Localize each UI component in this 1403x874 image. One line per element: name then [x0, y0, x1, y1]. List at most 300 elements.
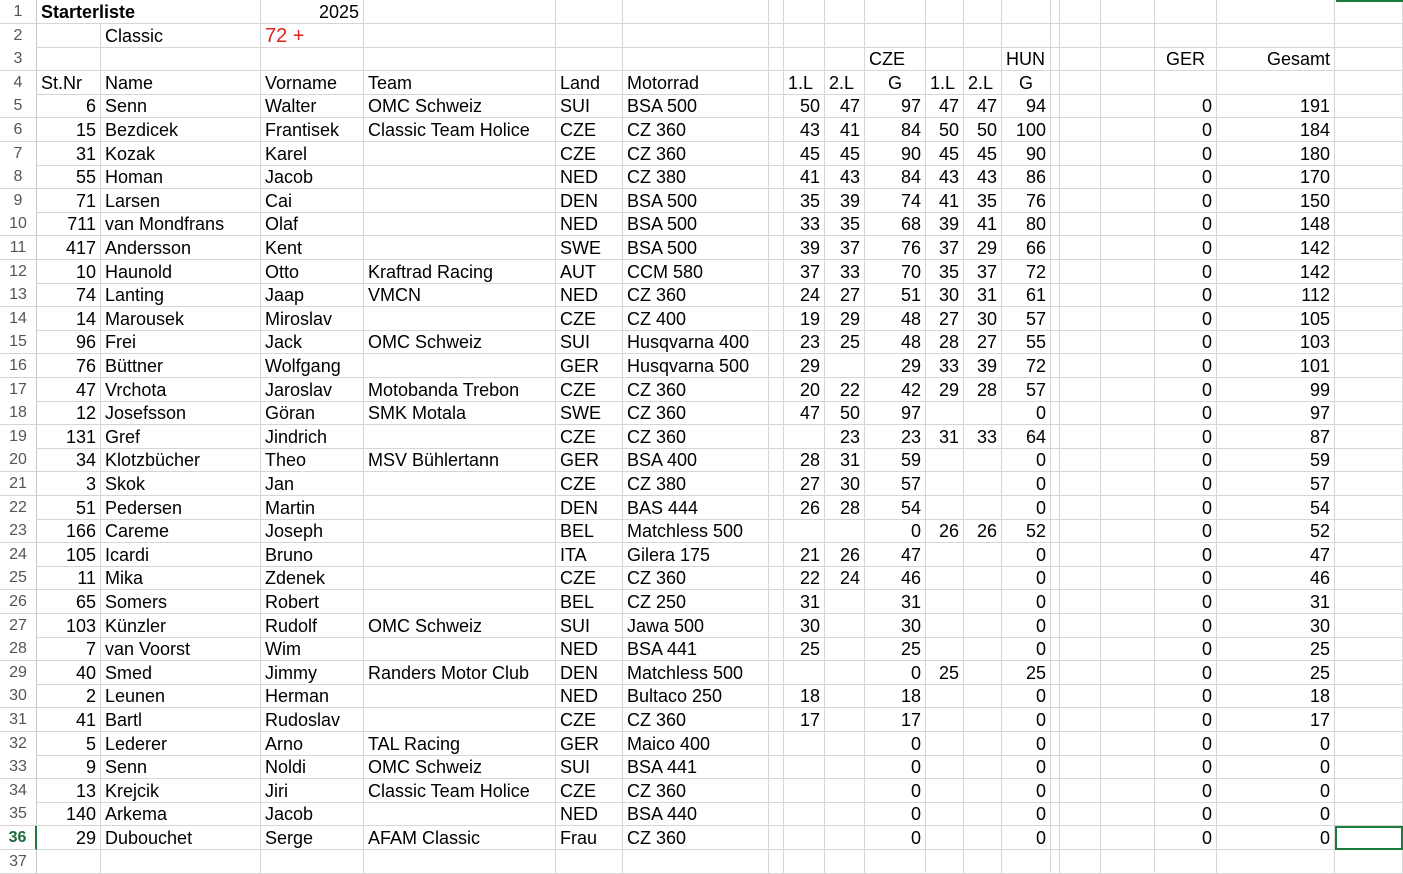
hun-2l-cell[interactable]	[964, 637, 1002, 661]
land-cell[interactable]: SWE	[556, 236, 623, 260]
cze-2l-cell[interactable]: 41	[825, 118, 865, 142]
empty-cell[interactable]	[1057, 496, 1101, 520]
hun-g-cell[interactable]: 100	[1002, 118, 1051, 142]
hun-2l-cell[interactable]	[964, 708, 1002, 732]
empty-cell[interactable]	[1057, 472, 1101, 496]
empty-cell[interactable]	[364, 24, 556, 48]
empty-cell[interactable]	[769, 850, 784, 874]
cze-g-cell[interactable]: 0	[865, 755, 926, 779]
cze-1l-cell[interactable]: 19	[784, 307, 825, 331]
gesamt-cell[interactable]: 54	[1217, 496, 1335, 520]
hun-1l-cell[interactable]	[926, 401, 964, 425]
cze-1l-cell[interactable]: 30	[784, 614, 825, 638]
cze-2l-cell[interactable]	[825, 802, 865, 826]
motorrad-cell[interactable]: Bultaco 250	[623, 684, 769, 708]
row-number[interactable]: 37	[0, 850, 37, 874]
hun-2l-cell[interactable]	[964, 590, 1002, 614]
start-number-cell[interactable]: 31	[37, 142, 101, 166]
ger-cell[interactable]: 0	[1155, 142, 1217, 166]
hun-2l-cell[interactable]	[964, 566, 1002, 590]
team-cell[interactable]: OMC Schweiz	[364, 330, 556, 354]
gesamt-cell[interactable]: 0	[1217, 779, 1335, 803]
motorrad-cell[interactable]: CZ 380	[623, 472, 769, 496]
hun-1l-cell[interactable]: 26	[926, 519, 964, 543]
motorrad-cell[interactable]: BSA 440	[623, 802, 769, 826]
row-number[interactable]: 35	[0, 802, 37, 826]
ger-cell[interactable]: 0	[1155, 212, 1217, 236]
start-number-cell[interactable]: 65	[37, 590, 101, 614]
cze-2l-cell[interactable]: 24	[825, 566, 865, 590]
cze-2l-cell[interactable]	[825, 661, 865, 685]
vorname-cell[interactable]: Frantisek	[261, 118, 364, 142]
row-number[interactable]: 31	[0, 708, 37, 732]
row-number[interactable]: 3	[0, 47, 37, 71]
team-cell[interactable]	[364, 708, 556, 732]
vorname-cell[interactable]: Noldi	[261, 755, 364, 779]
start-number-cell[interactable]: 47	[37, 378, 101, 402]
cze-2l-cell[interactable]	[825, 519, 865, 543]
hun-g-cell[interactable]: 0	[1002, 401, 1051, 425]
vorname-cell[interactable]: Jindrich	[261, 425, 364, 449]
hun-2l-cell[interactable]: 30	[964, 307, 1002, 331]
name-cell[interactable]: Büttner	[101, 354, 261, 378]
empty-cell[interactable]	[1057, 779, 1101, 803]
ger-cell[interactable]: 0	[1155, 330, 1217, 354]
empty-cell[interactable]	[1155, 850, 1217, 874]
row-number[interactable]: 1	[0, 0, 37, 24]
empty-cell[interactable]	[1101, 378, 1155, 402]
row-number[interactable]: 27	[0, 614, 37, 638]
land-cell[interactable]: SUI	[556, 755, 623, 779]
hun-g-cell[interactable]: 86	[1002, 165, 1051, 189]
empty-cell[interactable]	[1057, 850, 1101, 874]
vorname-cell[interactable]: Zdenek	[261, 566, 364, 590]
team-cell[interactable]	[364, 566, 556, 590]
empty-cell[interactable]	[1101, 802, 1155, 826]
hun-g-cell[interactable]: 0	[1002, 779, 1051, 803]
empty-cell[interactable]	[1057, 425, 1101, 449]
hun-2l-cell[interactable]	[964, 779, 1002, 803]
cze-2l-cell[interactable]: 30	[825, 472, 865, 496]
land-cell[interactable]: GER	[556, 354, 623, 378]
name-cell[interactable]: Somers	[101, 590, 261, 614]
land-cell[interactable]: GER	[556, 448, 623, 472]
gesamt-cell[interactable]: 46	[1217, 566, 1335, 590]
empty-cell[interactable]	[1002, 24, 1051, 48]
empty-cell[interactable]	[769, 708, 784, 732]
empty-cell[interactable]	[1057, 0, 1101, 24]
row-number[interactable]: 23	[0, 519, 37, 543]
start-number-cell[interactable]: 71	[37, 189, 101, 213]
empty-cell[interactable]	[1101, 519, 1155, 543]
start-number-cell[interactable]: 15	[37, 118, 101, 142]
cze-g-cell[interactable]: 42	[865, 378, 926, 402]
empty-cell[interactable]	[1335, 378, 1403, 402]
team-cell[interactable]	[364, 519, 556, 543]
vorname-cell[interactable]: Walter	[261, 94, 364, 118]
empty-cell[interactable]	[1101, 779, 1155, 803]
hun-g-cell[interactable]: 0	[1002, 496, 1051, 520]
gesamt-cell[interactable]: 57	[1217, 472, 1335, 496]
motorrad-cell[interactable]: CZ 250	[623, 590, 769, 614]
team-cell[interactable]: Classic Team Holice	[364, 118, 556, 142]
name-cell[interactable]: Marousek	[101, 307, 261, 331]
name-cell[interactable]: Gref	[101, 425, 261, 449]
row-number[interactable]: 11	[0, 236, 37, 260]
cze-2l-cell[interactable]: 22	[825, 378, 865, 402]
name-cell[interactable]: Bezdicek	[101, 118, 261, 142]
motorrad-cell[interactable]: CZ 380	[623, 165, 769, 189]
team-cell[interactable]: SMK Motala	[364, 401, 556, 425]
header-hun-2l[interactable]: 2.L	[964, 71, 1002, 95]
empty-cell[interactable]	[1101, 260, 1155, 284]
vorname-cell[interactable]: Rudolf	[261, 614, 364, 638]
hun-1l-cell[interactable]	[926, 802, 964, 826]
empty-cell[interactable]	[769, 401, 784, 425]
vorname-cell[interactable]: Jacob	[261, 802, 364, 826]
cze-g-cell[interactable]: 68	[865, 212, 926, 236]
cze-2l-cell[interactable]: 37	[825, 236, 865, 260]
empty-cell[interactable]	[1101, 543, 1155, 567]
ger-cell[interactable]: 0	[1155, 236, 1217, 260]
gesamt-cell[interactable]: 30	[1217, 614, 1335, 638]
cze-1l-cell[interactable]	[784, 779, 825, 803]
hun-1l-cell[interactable]: 29	[926, 378, 964, 402]
team-cell[interactable]: MSV Bühlertann	[364, 448, 556, 472]
cze-g-cell[interactable]: 51	[865, 283, 926, 307]
gesamt-cell[interactable]: 87	[1217, 425, 1335, 449]
motorrad-cell[interactable]: BSA 500	[623, 189, 769, 213]
hun-2l-cell[interactable]	[964, 684, 1002, 708]
ger-cell[interactable]: 0	[1155, 260, 1217, 284]
row-number[interactable]: 19	[0, 425, 37, 449]
land-cell[interactable]: NED	[556, 165, 623, 189]
start-number-cell[interactable]: 13	[37, 779, 101, 803]
row-number[interactable]: 30	[0, 684, 37, 708]
hun-1l-cell[interactable]: 33	[926, 354, 964, 378]
empty-cell[interactable]	[1335, 732, 1403, 756]
row-number[interactable]: 26	[0, 590, 37, 614]
empty-cell[interactable]	[1335, 543, 1403, 567]
empty-cell[interactable]	[364, 0, 556, 24]
cze-g-cell[interactable]: 47	[865, 543, 926, 567]
empty-cell[interactable]	[769, 118, 784, 142]
header-cze-2l[interactable]: 2.L	[825, 71, 865, 95]
vorname-cell[interactable]: Göran	[261, 401, 364, 425]
empty-cell[interactable]	[1101, 212, 1155, 236]
land-cell[interactable]: CZE	[556, 307, 623, 331]
empty-cell[interactable]	[1057, 330, 1101, 354]
ger-cell[interactable]: 0	[1155, 307, 1217, 331]
land-cell[interactable]: SUI	[556, 614, 623, 638]
motorrad-cell[interactable]: Matchless 500	[623, 519, 769, 543]
empty-cell[interactable]	[769, 732, 784, 756]
empty-cell[interactable]	[1335, 24, 1403, 48]
cze-1l-cell[interactable]: 27	[784, 472, 825, 496]
empty-cell[interactable]	[769, 472, 784, 496]
empty-cell[interactable]	[1335, 755, 1403, 779]
empty-cell[interactable]	[1335, 94, 1403, 118]
ger-cell[interactable]: 0	[1155, 826, 1217, 850]
empty-cell[interactable]	[769, 448, 784, 472]
start-number-cell[interactable]: 9	[37, 755, 101, 779]
empty-cell[interactable]	[1217, 24, 1335, 48]
hun-1l-cell[interactable]	[926, 732, 964, 756]
hun-g-cell[interactable]: 0	[1002, 732, 1051, 756]
empty-cell[interactable]	[1057, 142, 1101, 166]
motorrad-cell[interactable]: BSA 500	[623, 236, 769, 260]
team-cell[interactable]: AFAM Classic	[364, 826, 556, 850]
gesamt-cell[interactable]: 17	[1217, 708, 1335, 732]
cze-2l-cell[interactable]: 39	[825, 189, 865, 213]
hun-2l-cell[interactable]: 26	[964, 519, 1002, 543]
land-cell[interactable]: CZE	[556, 425, 623, 449]
empty-cell[interactable]	[1002, 0, 1051, 24]
empty-cell[interactable]	[769, 590, 784, 614]
ger-cell[interactable]: 0	[1155, 732, 1217, 756]
cze-g-cell[interactable]: 23	[865, 425, 926, 449]
cze-2l-cell[interactable]: 47	[825, 94, 865, 118]
motorrad-cell[interactable]: CZ 360	[623, 708, 769, 732]
hun-g-cell[interactable]: 0	[1002, 448, 1051, 472]
empty-cell[interactable]	[1057, 826, 1101, 850]
row-number[interactable]: 21	[0, 472, 37, 496]
empty-cell[interactable]	[101, 850, 261, 874]
empty-cell[interactable]	[865, 850, 926, 874]
empty-cell[interactable]	[1101, 496, 1155, 520]
vorname-cell[interactable]: Cai	[261, 189, 364, 213]
land-cell[interactable]: Frau	[556, 826, 623, 850]
land-cell[interactable]: BEL	[556, 519, 623, 543]
row-number[interactable]: 6	[0, 118, 37, 142]
empty-cell[interactable]	[1057, 566, 1101, 590]
vorname-cell[interactable]: Rudoslav	[261, 708, 364, 732]
hun-g-cell[interactable]: 64	[1002, 425, 1051, 449]
motorrad-cell[interactable]: CZ 400	[623, 307, 769, 331]
empty-cell[interactable]	[1101, 401, 1155, 425]
team-cell[interactable]	[364, 189, 556, 213]
team-cell[interactable]	[364, 590, 556, 614]
hun-2l-cell[interactable]: 41	[964, 212, 1002, 236]
empty-cell[interactable]	[1335, 425, 1403, 449]
motorrad-cell[interactable]: BSA 441	[623, 637, 769, 661]
land-cell[interactable]: CZE	[556, 118, 623, 142]
row-number[interactable]: 16	[0, 354, 37, 378]
empty-cell[interactable]	[1101, 826, 1155, 850]
start-number-cell[interactable]: 76	[37, 354, 101, 378]
empty-cell[interactable]	[623, 0, 769, 24]
hun-1l-cell[interactable]: 30	[926, 283, 964, 307]
cze-g-cell[interactable]: 0	[865, 779, 926, 803]
start-number-cell[interactable]: 51	[37, 496, 101, 520]
name-cell[interactable]: van Voorst	[101, 637, 261, 661]
start-number-cell[interactable]: 3	[37, 472, 101, 496]
row-number[interactable]: 22	[0, 496, 37, 520]
empty-cell[interactable]	[1335, 212, 1403, 236]
empty-cell[interactable]	[825, 850, 865, 874]
hun-2l-cell[interactable]: 45	[964, 142, 1002, 166]
gesamt-cell[interactable]: 25	[1217, 661, 1335, 685]
land-cell[interactable]: NED	[556, 684, 623, 708]
cze-2l-cell[interactable]: 23	[825, 425, 865, 449]
cze-1l-cell[interactable]	[784, 661, 825, 685]
cze-g-cell[interactable]: 48	[865, 330, 926, 354]
name-cell[interactable]: Josefsson	[101, 401, 261, 425]
row-number[interactable]: 24	[0, 543, 37, 567]
motorrad-cell[interactable]: BSA 441	[623, 755, 769, 779]
empty-cell[interactable]	[1335, 354, 1403, 378]
empty-cell[interactable]	[769, 47, 784, 71]
team-cell[interactable]	[364, 496, 556, 520]
empty-cell[interactable]	[865, 0, 926, 24]
cze-1l-cell[interactable]: 50	[784, 94, 825, 118]
empty-cell[interactable]	[1335, 496, 1403, 520]
start-number-cell[interactable]: 40	[37, 661, 101, 685]
cze-g-cell[interactable]: 76	[865, 236, 926, 260]
empty-cell[interactable]	[1335, 0, 1403, 24]
motorrad-cell[interactable]: BSA 400	[623, 448, 769, 472]
ger-cell[interactable]: 0	[1155, 590, 1217, 614]
hun-2l-cell[interactable]	[964, 802, 1002, 826]
gesamt-cell[interactable]: 112	[1217, 283, 1335, 307]
gesamt-cell[interactable]: 99	[1217, 378, 1335, 402]
name-cell[interactable]: Künzler	[101, 614, 261, 638]
ger-cell[interactable]: 0	[1155, 496, 1217, 520]
hun-2l-cell[interactable]	[964, 472, 1002, 496]
empty-cell[interactable]	[1101, 708, 1155, 732]
team-cell[interactable]	[364, 425, 556, 449]
cze-2l-cell[interactable]	[825, 826, 865, 850]
empty-cell[interactable]	[1057, 661, 1101, 685]
cze-2l-cell[interactable]: 50	[825, 401, 865, 425]
hun-1l-cell[interactable]: 39	[926, 212, 964, 236]
row-number[interactable]: 33	[0, 755, 37, 779]
row-number[interactable]: 28	[0, 637, 37, 661]
start-number-cell[interactable]: 96	[37, 330, 101, 354]
empty-cell[interactable]	[1101, 566, 1155, 590]
header-cze-g[interactable]: G	[865, 71, 926, 95]
cze-g-cell[interactable]: 84	[865, 118, 926, 142]
hun-1l-cell[interactable]: 35	[926, 260, 964, 284]
motorrad-cell[interactable]: CCM 580	[623, 260, 769, 284]
gesamt-cell[interactable]: 25	[1217, 637, 1335, 661]
hun-g-cell[interactable]: 57	[1002, 378, 1051, 402]
hun-g-cell[interactable]: 0	[1002, 802, 1051, 826]
land-cell[interactable]: ITA	[556, 543, 623, 567]
empty-cell[interactable]	[37, 24, 101, 48]
hun-g-cell[interactable]: 80	[1002, 212, 1051, 236]
motorrad-cell[interactable]: BSA 500	[623, 94, 769, 118]
cze-2l-cell[interactable]: 27	[825, 283, 865, 307]
hun-2l-cell[interactable]: 35	[964, 189, 1002, 213]
cze-g-cell[interactable]: 0	[865, 661, 926, 685]
cze-2l-cell[interactable]	[825, 637, 865, 661]
vorname-cell[interactable]: Martin	[261, 496, 364, 520]
hun-1l-cell[interactable]: 50	[926, 118, 964, 142]
hun-1l-cell[interactable]: 47	[926, 94, 964, 118]
empty-cell[interactable]	[1101, 637, 1155, 661]
gesamt-cell[interactable]: 103	[1217, 330, 1335, 354]
row-number[interactable]: 15	[0, 330, 37, 354]
vorname-cell[interactable]: Miroslav	[261, 307, 364, 331]
empty-cell[interactable]	[769, 755, 784, 779]
empty-cell[interactable]	[1057, 519, 1101, 543]
start-number-cell[interactable]: 6	[37, 94, 101, 118]
empty-cell[interactable]	[769, 283, 784, 307]
cze-g-cell[interactable]: 46	[865, 566, 926, 590]
ger-cell[interactable]: 0	[1155, 401, 1217, 425]
empty-cell[interactable]	[769, 614, 784, 638]
empty-cell[interactable]	[1057, 94, 1101, 118]
row-number[interactable]: 32	[0, 732, 37, 756]
motorrad-cell[interactable]: Matchless 500	[623, 661, 769, 685]
cze-1l-cell[interactable]: 43	[784, 118, 825, 142]
gesamt-cell[interactable]: 105	[1217, 307, 1335, 331]
land-cell[interactable]: AUT	[556, 260, 623, 284]
cze-g-cell[interactable]: 25	[865, 637, 926, 661]
gesamt-cell[interactable]: 31	[1217, 590, 1335, 614]
start-number-cell[interactable]: 166	[37, 519, 101, 543]
hun-1l-cell[interactable]: 31	[926, 425, 964, 449]
ger-cell[interactable]: 0	[1155, 165, 1217, 189]
team-cell[interactable]	[364, 142, 556, 166]
start-number-cell[interactable]: 105	[37, 543, 101, 567]
hun-2l-cell[interactable]	[964, 401, 1002, 425]
hun-g-cell[interactable]: 90	[1002, 142, 1051, 166]
hun-g-cell[interactable]: 94	[1002, 94, 1051, 118]
header-name[interactable]: Name	[101, 71, 261, 95]
hun-1l-cell[interactable]: 41	[926, 189, 964, 213]
hun-g-cell[interactable]: 66	[1002, 236, 1051, 260]
empty-cell[interactable]	[364, 47, 556, 71]
empty-cell[interactable]	[1057, 307, 1101, 331]
empty-cell[interactable]	[1101, 354, 1155, 378]
vorname-cell[interactable]: Jack	[261, 330, 364, 354]
empty-cell[interactable]	[769, 543, 784, 567]
hun-1l-cell[interactable]	[926, 826, 964, 850]
start-number-cell[interactable]: 103	[37, 614, 101, 638]
team-cell[interactable]: Randers Motor Club	[364, 661, 556, 685]
ger-cell[interactable]: 0	[1155, 802, 1217, 826]
empty-cell[interactable]	[1217, 0, 1335, 24]
empty-cell[interactable]	[101, 47, 261, 71]
cze-1l-cell[interactable]: 20	[784, 378, 825, 402]
category-cell[interactable]: 72 +	[261, 24, 364, 48]
land-cell[interactable]: SUI	[556, 94, 623, 118]
header-hun-g[interactable]: G	[1002, 71, 1051, 95]
hun-g-cell[interactable]: 0	[1002, 472, 1051, 496]
empty-cell[interactable]	[261, 47, 364, 71]
hun-g-cell[interactable]: 72	[1002, 354, 1051, 378]
hun-2l-cell[interactable]	[964, 661, 1002, 685]
empty-cell[interactable]	[1057, 378, 1101, 402]
empty-cell[interactable]	[825, 24, 865, 48]
cze-1l-cell[interactable]: 21	[784, 543, 825, 567]
cze-2l-cell[interactable]	[825, 708, 865, 732]
empty-cell[interactable]	[1335, 236, 1403, 260]
empty-cell[interactable]	[556, 47, 623, 71]
empty-cell[interactable]	[1335, 779, 1403, 803]
empty-cell[interactable]	[623, 850, 769, 874]
title-cell[interactable]: Starterliste	[37, 0, 261, 24]
hun-g-cell[interactable]: 0	[1002, 826, 1051, 850]
vorname-cell[interactable]: Robert	[261, 590, 364, 614]
cze-g-cell[interactable]: 29	[865, 354, 926, 378]
name-cell[interactable]: Lanting	[101, 283, 261, 307]
start-number-cell[interactable]: 74	[37, 283, 101, 307]
empty-cell[interactable]	[37, 850, 101, 874]
cze-1l-cell[interactable]: 25	[784, 637, 825, 661]
